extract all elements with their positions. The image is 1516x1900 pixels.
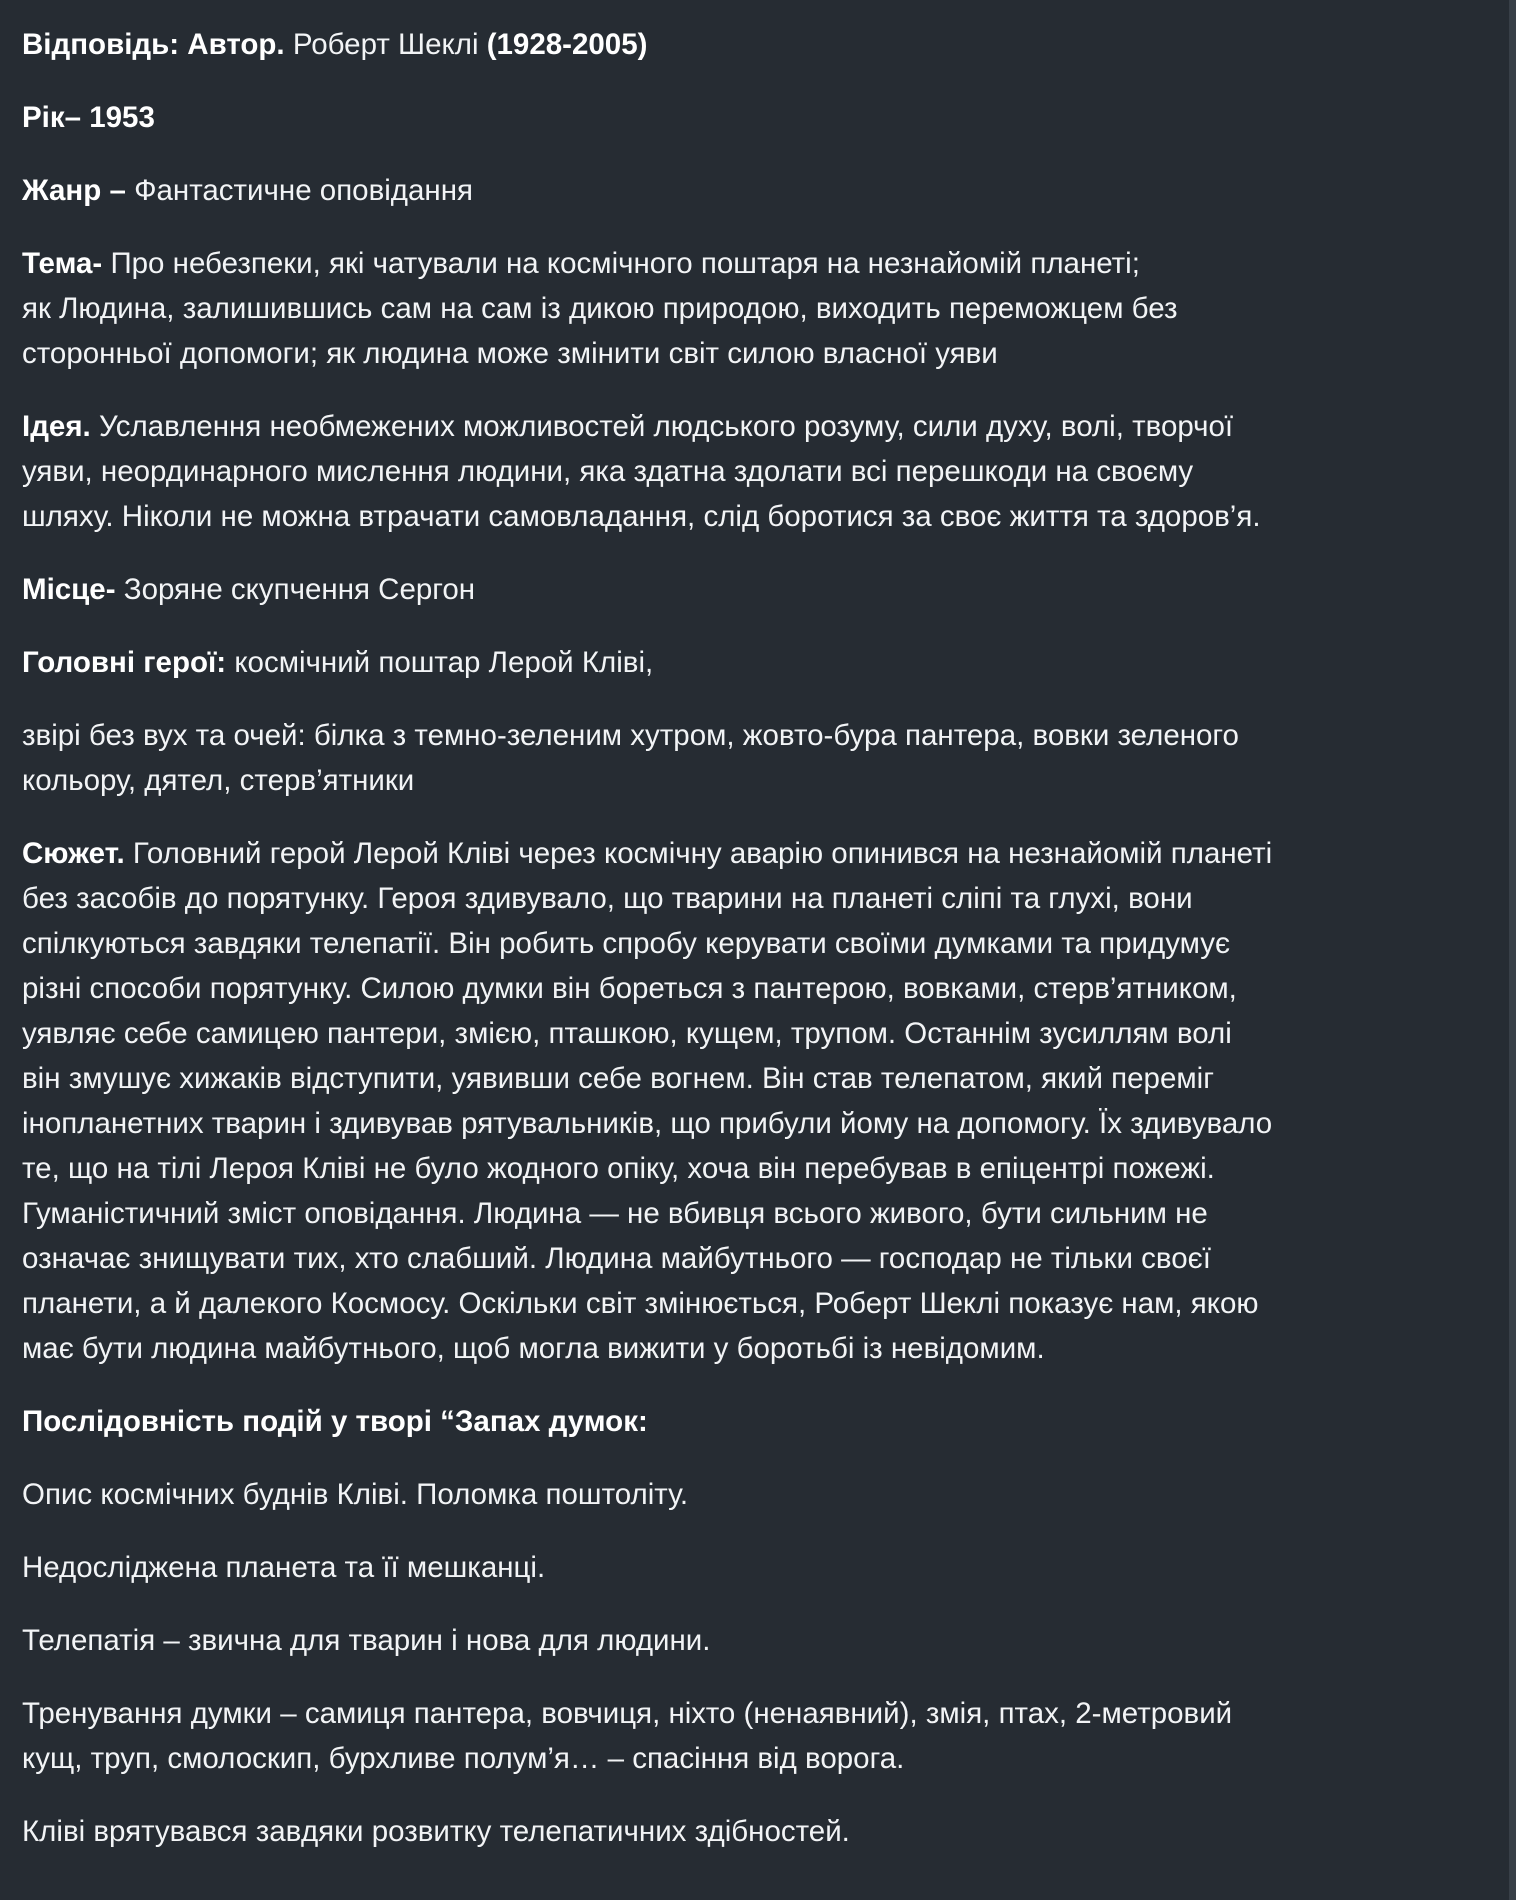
plot-line: планети, а й далекого Космосу. Оскільки світ змінюється, Роберт Шеклі показує нам, якою [22,1287,1259,1320]
plot-line: без засобів до порятунку. Героя здивувало, що тварини на планеті сліпі та глухі, вони [22,882,1193,915]
theme-line-1 [22,241,1482,286]
theme-paragraph [22,241,1482,376]
animals-line-2: кольору, дятел, стерв’ятники [22,764,415,797]
training-line-1: Тренування думки – самиця пантера, вовчиця, ніхто (ненаявний), змія, птах, 2-метровий [22,1697,1233,1730]
genre-value: Фантастичне оповідання [134,174,473,207]
idea-paragraph [22,404,1482,539]
idea-line-2: уяви, неординарного мислення людини, яка здатна здолати всі перешкоди на своєму [22,455,1194,488]
animals-line-1: звірі без вух та очей: білка з темно-зеленим хутром, жовто-бура пантера, вовки зеленого [22,719,1239,752]
heroes-label: Головні герої: [22,646,227,679]
plot-text-1: Головний герой Лерой Кліві через космічну аварію опинився на незнайомій планеті [132,837,1273,870]
author-line [22,22,1482,67]
training-line-2: кущ, труп, смолоскип, бурхливе полум’я… – спасіння від ворога. [22,1742,905,1775]
plot-paragraph [22,831,1482,1371]
genre-label: Жанр – [22,174,126,207]
plot-line: те, що на тілі Лероя Кліві не було жодного опіку, хоча він перебував в епіцентрі пожежі. [22,1152,1215,1185]
author-name: Роберт Шеклі [292,28,479,61]
idea-text-1: Уславлення необмежених можливостей людського розуму, сили духу, волі, творчої [98,410,1234,443]
training-paragraph [22,1691,1482,1781]
sequence-heading [22,1399,1482,1444]
final-line: Кліві врятувався завдяки розвитку телепатичних здібностей. [22,1815,850,1848]
year-line [22,95,1482,140]
place-value: Зоряне скупчення Сергон [123,573,476,606]
place-line [22,567,1482,612]
theme-text-1: Про небезпеки, які чатували на космічного поштаря на незнайомій планеті; [110,247,1140,280]
plot-line: різні способи порятунку. Силою думки він бореться з пантерою, вовками, стерв’ятником, [22,972,1237,1005]
author-years: (1928-2005) [486,28,648,61]
theme-line-2: як Людина, залишившись сам на сам із дикою природою, виходить переможцем без [22,292,1178,325]
scrollbar[interactable] [1509,0,1516,1900]
plot-line: уявляє себе самицею пантери, змією, пташкою, кущем, трупом. Останнім зусиллям волі [22,1017,1232,1050]
plot-line: він змушує хижаків відступити, уявивши себе вогнем. Він став телепатом, який переміг [22,1062,1214,1095]
plot-line: має бути людина майбутнього, щоб могла вижити у боротьбі із невідомим. [22,1332,1045,1365]
theme-label: Тема- [22,247,103,280]
heroes-value: космічний поштар Лерой Кліві, [234,646,654,679]
genre-line [22,168,1482,213]
animals-paragraph [22,713,1482,803]
idea-line-1 [22,404,1482,449]
sequence-heading-text: Послідовність подій у творі “Запах думок: [22,1405,648,1438]
plot-line: Гуманістичний зміст оповідання. Людина — не вбивця всього живого, бути сильним не [22,1197,1208,1230]
sequence-item: Недосліджена планета та її мешканці. [22,1551,546,1584]
idea-line-3: шляху. Ніколи не можна втрачати самовладання, слід боротися за своє життя та здоров’я. [22,500,1261,533]
plot-line: означає знищувати тих, хто слабший. Людина майбутнього — господар не тільки своєї [22,1242,1211,1275]
sequence-item: Опис космічних буднів Кліві. Поломка поштоліту. [22,1478,689,1511]
plot-line: інопланетних тварин і здивував рятувальників, що прибули йому на допомогу. Їх здивувало [22,1107,1273,1140]
theme-line-3: сторонньої допомоги; як людина може змінити світ силою власної уяви [22,337,998,370]
plot-label: Сюжет. [22,837,125,870]
sequence-item: Телепатія – звична для тварин і нова для людини. [22,1624,711,1657]
place-label: Місце- [22,573,116,606]
plot-line: спілкуються завдяки телепатії. Він робить спробу керувати своїми думками та придумує [22,927,1231,960]
idea-label: Ідея. [22,410,91,443]
heroes-line [22,640,1482,685]
plot-line-1 [22,831,1482,876]
answer-label: Відповідь: Автор. [22,28,285,61]
year-label: Рік– 1953 [22,101,155,134]
answer-content [22,22,1482,1882]
